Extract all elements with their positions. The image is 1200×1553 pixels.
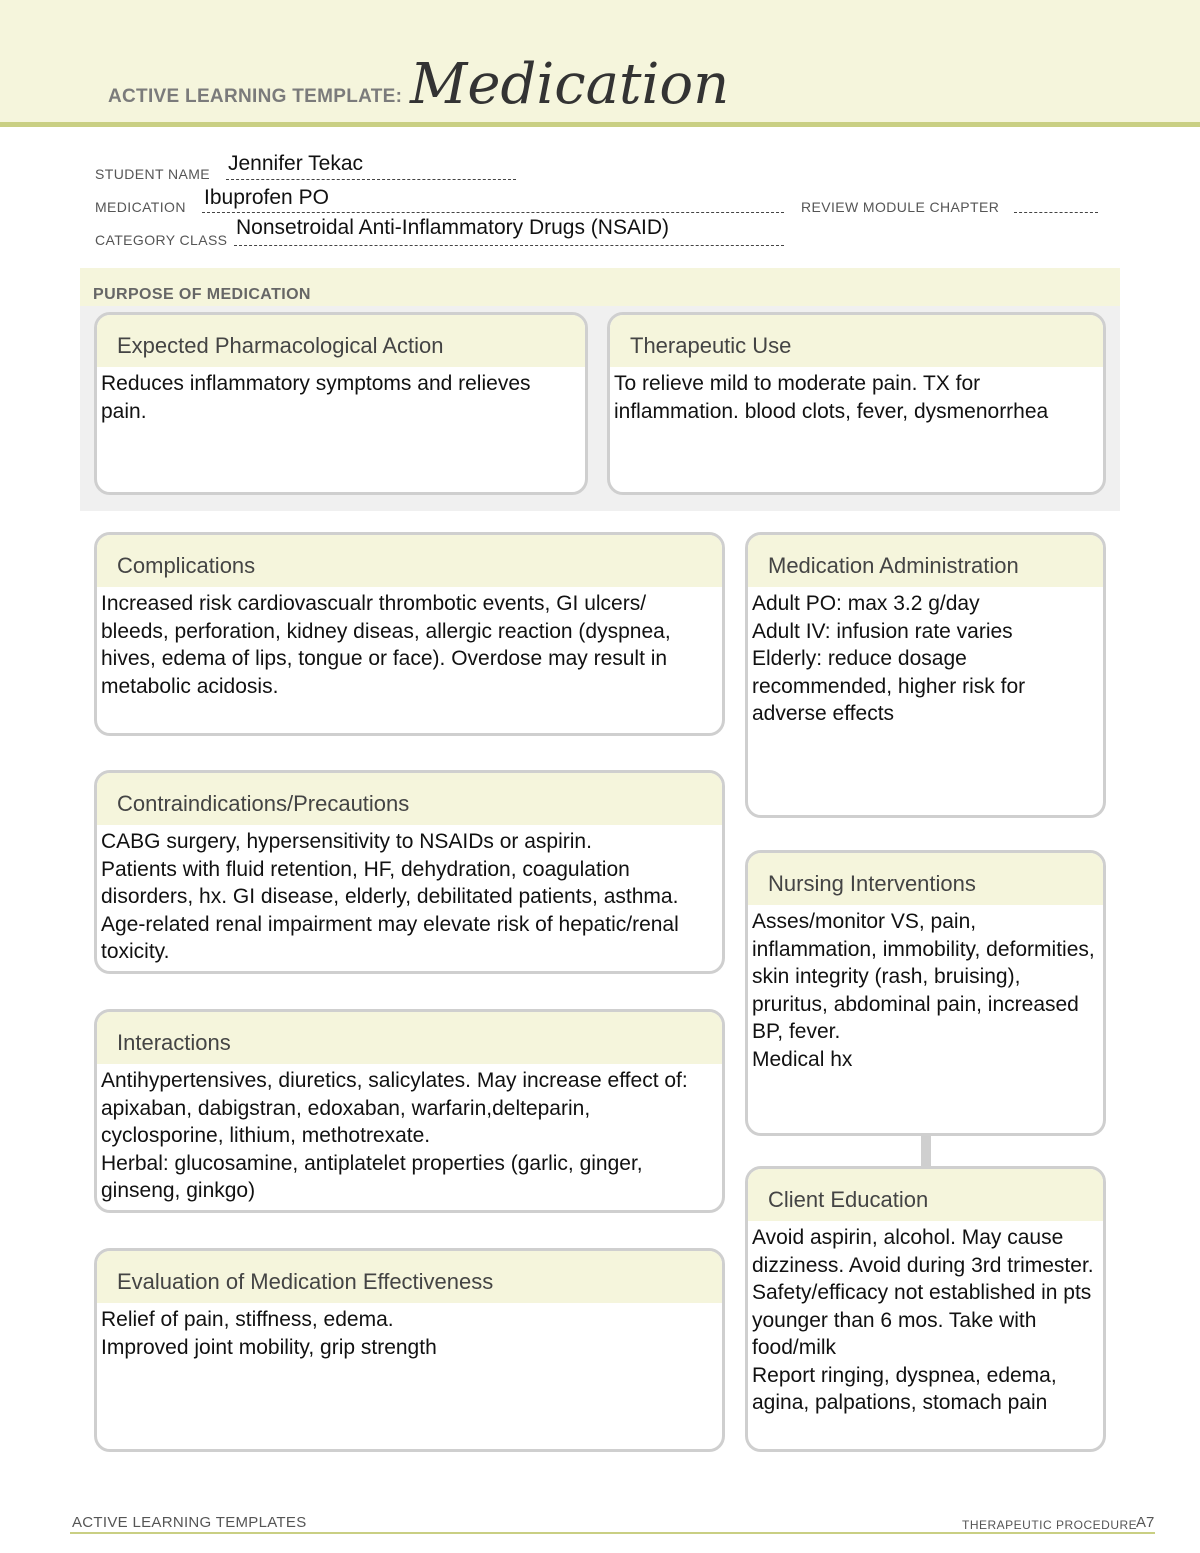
complications-text[interactable]: Increased risk cardiovascualr thrombotic events, GI ulcers/ bleeds, perforation, kidney diseas, allergic reaction (dyspnea, hives, edema of lips, tongue or face). Overdose may result in metabolic acidosis. bbox=[101, 592, 671, 698]
client-education-box[interactable] bbox=[745, 1166, 1106, 1452]
category-class-line bbox=[234, 245, 784, 246]
expected-action-text[interactable]: Reduces inflammatory symptoms and relieves pain. bbox=[101, 372, 531, 423]
complications-title: Complications bbox=[117, 553, 256, 578]
footer-page-number: A7 bbox=[1136, 1514, 1155, 1531]
page-title: Medication bbox=[410, 52, 730, 117]
contraindications-box[interactable] bbox=[94, 770, 725, 974]
nursing-interventions-box[interactable] bbox=[745, 850, 1106, 1136]
review-module-line bbox=[1014, 212, 1098, 213]
therapeutic-use-text[interactable]: To relieve mild to moderate pain. TX for inflammation. blood clots, fever, dysmenorrhea bbox=[614, 372, 1049, 423]
expected-action-title: Expected Pharmacological Action bbox=[117, 333, 444, 358]
therapeutic-use-title: Therapeutic Use bbox=[630, 333, 792, 358]
nursing-interventions-title: Nursing Interventions bbox=[768, 871, 976, 896]
nursing-interventions-text[interactable]: Asses/monitor VS, pain, inflammation, immobility, deformities, skin integrity (rash, bruising), pruritus, abdominal pain, increased BP, fever. Medical hx bbox=[752, 910, 1095, 1071]
evaluation-title: Evaluation of Medication Effectiveness bbox=[117, 1269, 494, 1294]
complications-box[interactable] bbox=[94, 532, 725, 736]
medication-field[interactable]: Ibuprofen PO bbox=[204, 186, 329, 209]
contraindications-text[interactable]: CABG surgery, hypersensitivity to NSAIDs or aspirin. Patients with fluid retention, HF, dehydration, coagulation disorders, hx. GI disease, elderly, debilitated patients, asthma. Age-related renal impairment may elevate risk of hepatic/renal toxicity. bbox=[101, 830, 679, 963]
footer-left-label: ACTIVE LEARNING TEMPLATES bbox=[72, 1514, 307, 1531]
medication-administration-text[interactable]: Adult PO: max 3.2 g/day Adult IV: infusion rate varies Elderly: reduce dosage recommended, higher risk for adverse effects bbox=[752, 592, 1026, 725]
student-name-line bbox=[226, 179, 516, 180]
contraindications-title: Contraindications/Precautions bbox=[117, 791, 410, 816]
medication-administration-box[interactable] bbox=[745, 532, 1106, 818]
header-rule bbox=[0, 122, 1200, 127]
review-module-label: REVIEW MODULE CHAPTER bbox=[801, 199, 1000, 215]
medication-label: MEDICATION bbox=[95, 199, 186, 215]
therapeutic-use-box[interactable] bbox=[607, 312, 1106, 495]
template-label: ACTIVE LEARNING TEMPLATE: bbox=[108, 86, 403, 107]
student-name-label: STUDENT NAME bbox=[95, 166, 210, 182]
connector-bar bbox=[921, 1134, 931, 1166]
interactions-box[interactable] bbox=[94, 1009, 725, 1213]
interactions-title: Interactions bbox=[117, 1030, 231, 1055]
evaluation-box[interactable] bbox=[94, 1248, 725, 1452]
medication-line bbox=[202, 212, 784, 213]
category-class-field[interactable]: Nonsetroidal Anti-Inflammatory Drugs (NSAID) bbox=[236, 216, 669, 239]
client-education-title: Client Education bbox=[768, 1187, 929, 1212]
footer-right-label: THERAPEUTIC PROCEDURE bbox=[962, 1518, 1138, 1532]
category-class-label: CATEGORY CLASS bbox=[95, 232, 228, 248]
expected-action-box[interactable] bbox=[94, 312, 588, 495]
medication-administration-title: Medication Administration bbox=[768, 553, 1019, 578]
interactions-text[interactable]: Antihypertensives, diuretics, salicylates. May increase effect of: apixaban, dabigstran, edoxaban, warfarin,delteparin, cyclosporine, lithium, methotrexate. Herbal: glucosamine, antiplatelet properties (garlic, ginger, ginseng, ginkgo) bbox=[101, 1069, 688, 1202]
purpose-label: PURPOSE OF MEDICATION bbox=[93, 286, 311, 303]
footer-rule bbox=[70, 1532, 1155, 1534]
client-education-text[interactable]: Avoid aspirin, alcohol. May cause dizziness. Avoid during 3rd trimester. Safety/efficacy not established in pts younger than 6 mos. Take with food/milk Report ringing, dyspnea, edema, agina, palpations, stomach pain bbox=[752, 1226, 1094, 1414]
student-name-field[interactable]: Jennifer Tekac bbox=[228, 152, 364, 175]
evaluation-text[interactable]: Relief of pain, stiffness, edema. Improved joint mobility, grip strength bbox=[101, 1308, 437, 1359]
